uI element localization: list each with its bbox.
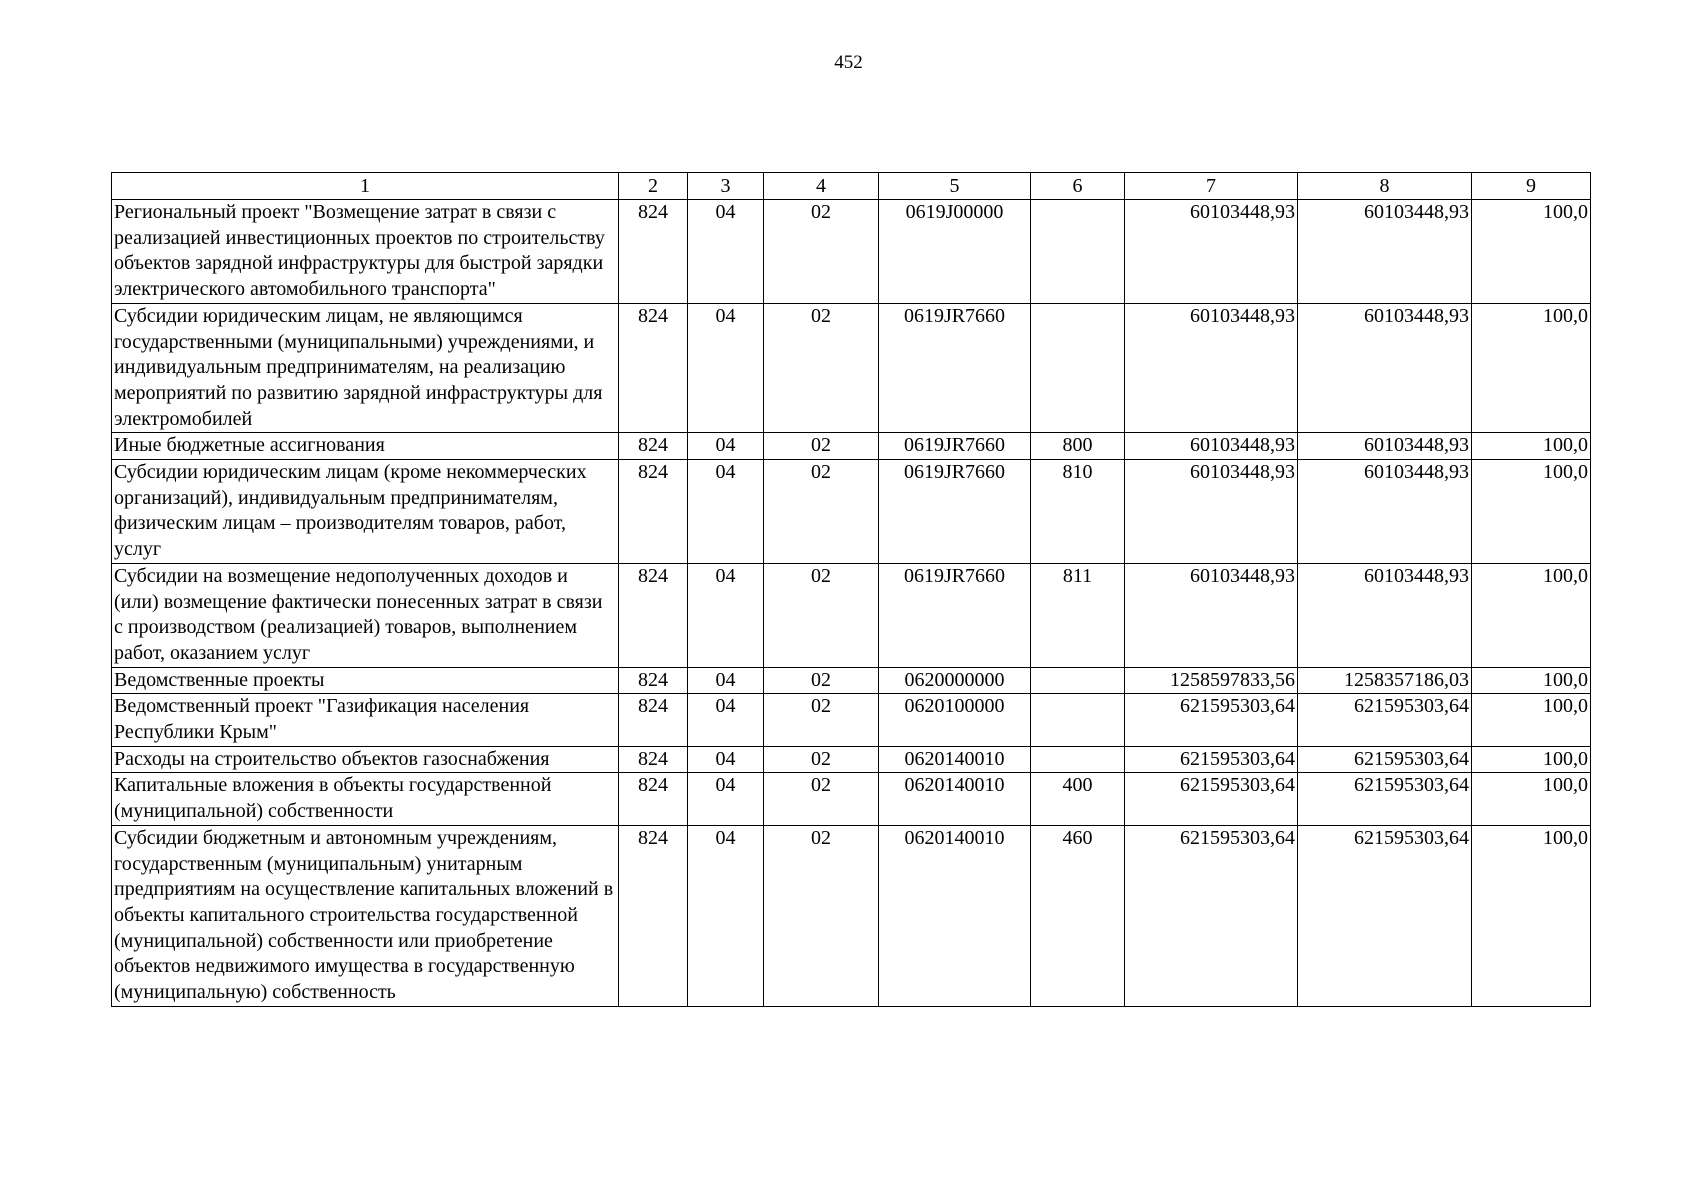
ved-code-cell: 824 bbox=[619, 773, 688, 825]
expense-type-cell bbox=[1031, 667, 1125, 694]
actual-amount-cell: 621595303,64 bbox=[1298, 746, 1472, 773]
ved-code-cell: 824 bbox=[619, 746, 688, 773]
target-article-cell: 0620140010 bbox=[879, 746, 1031, 773]
target-article-cell: 0620140010 bbox=[879, 825, 1031, 1006]
expense-name-cell: Ведомственный проект "Газификация населения Республики Крым" bbox=[112, 694, 619, 746]
actual-amount-cell: 621595303,64 bbox=[1298, 773, 1472, 825]
expense-type-cell: 400 bbox=[1031, 773, 1125, 825]
subsection-code-cell: 02 bbox=[764, 667, 879, 694]
expense-type-cell: 800 bbox=[1031, 433, 1125, 460]
header-cell-2: 2 bbox=[619, 173, 688, 200]
budget-table bbox=[111, 172, 1591, 1007]
header-cell-8: 8 bbox=[1298, 173, 1472, 200]
actual-amount-cell: 60103448,93 bbox=[1298, 460, 1472, 564]
section-code-cell: 04 bbox=[688, 460, 764, 564]
planned-amount-cell: 621595303,64 bbox=[1125, 694, 1298, 746]
target-article-cell: 0619J00000 bbox=[879, 200, 1031, 304]
expense-type-cell: 810 bbox=[1031, 460, 1125, 564]
execution-percent-cell: 100,0 bbox=[1472, 825, 1591, 1006]
target-article-cell: 0620000000 bbox=[879, 667, 1031, 694]
execution-percent-cell: 100,0 bbox=[1472, 563, 1591, 667]
table-row bbox=[112, 433, 1591, 460]
subsection-code-cell: 02 bbox=[764, 433, 879, 460]
ved-code-cell: 824 bbox=[619, 667, 688, 694]
actual-amount-cell: 60103448,93 bbox=[1298, 200, 1472, 304]
subsection-code-cell: 02 bbox=[764, 773, 879, 825]
header-cell-1: 1 bbox=[112, 173, 619, 200]
section-code-cell: 04 bbox=[688, 433, 764, 460]
expense-name-cell: Региональный проект "Возмещение затрат в связи с реализацией инвестиционных проектов по строительству объектов зарядной инфраструктуры для быстрой зарядки электрического автомобильного транспорта" bbox=[112, 200, 619, 304]
subsection-code-cell: 02 bbox=[764, 563, 879, 667]
section-code-cell: 04 bbox=[688, 825, 764, 1006]
planned-amount-cell: 621595303,64 bbox=[1125, 746, 1298, 773]
expense-name-cell: Субсидии бюджетным и автономным учреждениям, государственным (муниципальным) унитарным предприятиям на осуществление капитальных вложений в объекты капитального строительства государственной (муниципальной) собственности или приобретение объектов недвижимого имущества в государственную (муниципальную) собственность bbox=[112, 825, 619, 1006]
header-cell-4: 4 bbox=[764, 173, 879, 200]
ved-code-cell: 824 bbox=[619, 694, 688, 746]
ved-code-cell: 824 bbox=[619, 433, 688, 460]
table-row bbox=[112, 694, 1591, 746]
subsection-code-cell: 02 bbox=[764, 303, 879, 433]
execution-percent-cell: 100,0 bbox=[1472, 460, 1591, 564]
table-row bbox=[112, 667, 1591, 694]
table-row bbox=[112, 746, 1591, 773]
expense-type-cell: 460 bbox=[1031, 825, 1125, 1006]
table-row bbox=[112, 303, 1591, 433]
expense-name-cell: Субсидии юридическим лицам (кроме некоммерческих организаций), индивидуальным предпринимателям, физическим лицам – производителям товаров, работ, услуг bbox=[112, 460, 619, 564]
execution-percent-cell: 100,0 bbox=[1472, 303, 1591, 433]
target-article-cell: 0619JR7660 bbox=[879, 303, 1031, 433]
actual-amount-cell: 60103448,93 bbox=[1298, 303, 1472, 433]
header-cell-9: 9 bbox=[1472, 173, 1591, 200]
expense-name-cell: Субсидии на возмещение недополученных доходов и (или) возмещение фактически понесенных затрат в связи с производством (реализацией) товаров, выполнением работ, оказанием услуг bbox=[112, 563, 619, 667]
expense-name-cell: Расходы на строительство объектов газоснабжения bbox=[112, 746, 619, 773]
execution-percent-cell: 100,0 bbox=[1472, 433, 1591, 460]
planned-amount-cell: 1258597833,56 bbox=[1125, 667, 1298, 694]
section-code-cell: 04 bbox=[688, 773, 764, 825]
header-cell-7: 7 bbox=[1125, 173, 1298, 200]
table-row bbox=[112, 773, 1591, 825]
table-row bbox=[112, 563, 1591, 667]
actual-amount-cell: 60103448,93 bbox=[1298, 563, 1472, 667]
target-article-cell: 0619JR7660 bbox=[879, 563, 1031, 667]
planned-amount-cell: 621595303,64 bbox=[1125, 773, 1298, 825]
expense-type-cell bbox=[1031, 200, 1125, 304]
execution-percent-cell: 100,0 bbox=[1472, 694, 1591, 746]
subsection-code-cell: 02 bbox=[764, 746, 879, 773]
planned-amount-cell: 60103448,93 bbox=[1125, 563, 1298, 667]
expense-type-cell bbox=[1031, 694, 1125, 746]
expense-name-cell: Субсидии юридическим лицам, не являющимся государственными (муниципальными) учреждениями, и индивидуальным предпринимателям, на реализацию мероприятий по развитию зарядной инфраструктуры для электромобилей bbox=[112, 303, 619, 433]
ved-code-cell: 824 bbox=[619, 563, 688, 667]
planned-amount-cell: 60103448,93 bbox=[1125, 200, 1298, 304]
section-code-cell: 04 bbox=[688, 200, 764, 304]
expense-type-cell bbox=[1031, 746, 1125, 773]
planned-amount-cell: 60103448,93 bbox=[1125, 460, 1298, 564]
subsection-code-cell: 02 bbox=[764, 694, 879, 746]
target-article-cell: 0619JR7660 bbox=[879, 460, 1031, 564]
planned-amount-cell: 621595303,64 bbox=[1125, 825, 1298, 1006]
execution-percent-cell: 100,0 bbox=[1472, 200, 1591, 304]
actual-amount-cell: 621595303,64 bbox=[1298, 825, 1472, 1006]
actual-amount-cell: 60103448,93 bbox=[1298, 433, 1472, 460]
header-cell-5: 5 bbox=[879, 173, 1031, 200]
actual-amount-cell: 1258357186,03 bbox=[1298, 667, 1472, 694]
expense-name-cell: Капитальные вложения в объекты государственной (муниципальной) собственности bbox=[112, 773, 619, 825]
ved-code-cell: 824 bbox=[619, 303, 688, 433]
actual-amount-cell: 621595303,64 bbox=[1298, 694, 1472, 746]
header-cell-6: 6 bbox=[1031, 173, 1125, 200]
execution-percent-cell: 100,0 bbox=[1472, 746, 1591, 773]
planned-amount-cell: 60103448,93 bbox=[1125, 433, 1298, 460]
execution-percent-cell: 100,0 bbox=[1472, 773, 1591, 825]
subsection-code-cell: 02 bbox=[764, 460, 879, 564]
ved-code-cell: 824 bbox=[619, 200, 688, 304]
target-article-cell: 0620140010 bbox=[879, 773, 1031, 825]
execution-percent-cell: 100,0 bbox=[1472, 667, 1591, 694]
subsection-code-cell: 02 bbox=[764, 200, 879, 304]
ved-code-cell: 824 bbox=[619, 460, 688, 564]
page-number: 452 bbox=[834, 52, 863, 73]
table-header-row bbox=[112, 173, 1591, 200]
expense-name-cell: Иные бюджетные ассигнования bbox=[112, 433, 619, 460]
section-code-cell: 04 bbox=[688, 667, 764, 694]
ved-code-cell: 824 bbox=[619, 825, 688, 1006]
table-row bbox=[112, 460, 1591, 564]
expense-type-cell bbox=[1031, 303, 1125, 433]
target-article-cell: 0620100000 bbox=[879, 694, 1031, 746]
table-row bbox=[112, 825, 1591, 1006]
target-article-cell: 0619JR7660 bbox=[879, 433, 1031, 460]
planned-amount-cell: 60103448,93 bbox=[1125, 303, 1298, 433]
header-cell-3: 3 bbox=[688, 173, 764, 200]
expense-type-cell: 811 bbox=[1031, 563, 1125, 667]
section-code-cell: 04 bbox=[688, 694, 764, 746]
subsection-code-cell: 02 bbox=[764, 825, 879, 1006]
table-row bbox=[112, 200, 1591, 304]
section-code-cell: 04 bbox=[688, 746, 764, 773]
section-code-cell: 04 bbox=[688, 303, 764, 433]
expense-name-cell: Ведомственные проекты bbox=[112, 667, 619, 694]
section-code-cell: 04 bbox=[688, 563, 764, 667]
